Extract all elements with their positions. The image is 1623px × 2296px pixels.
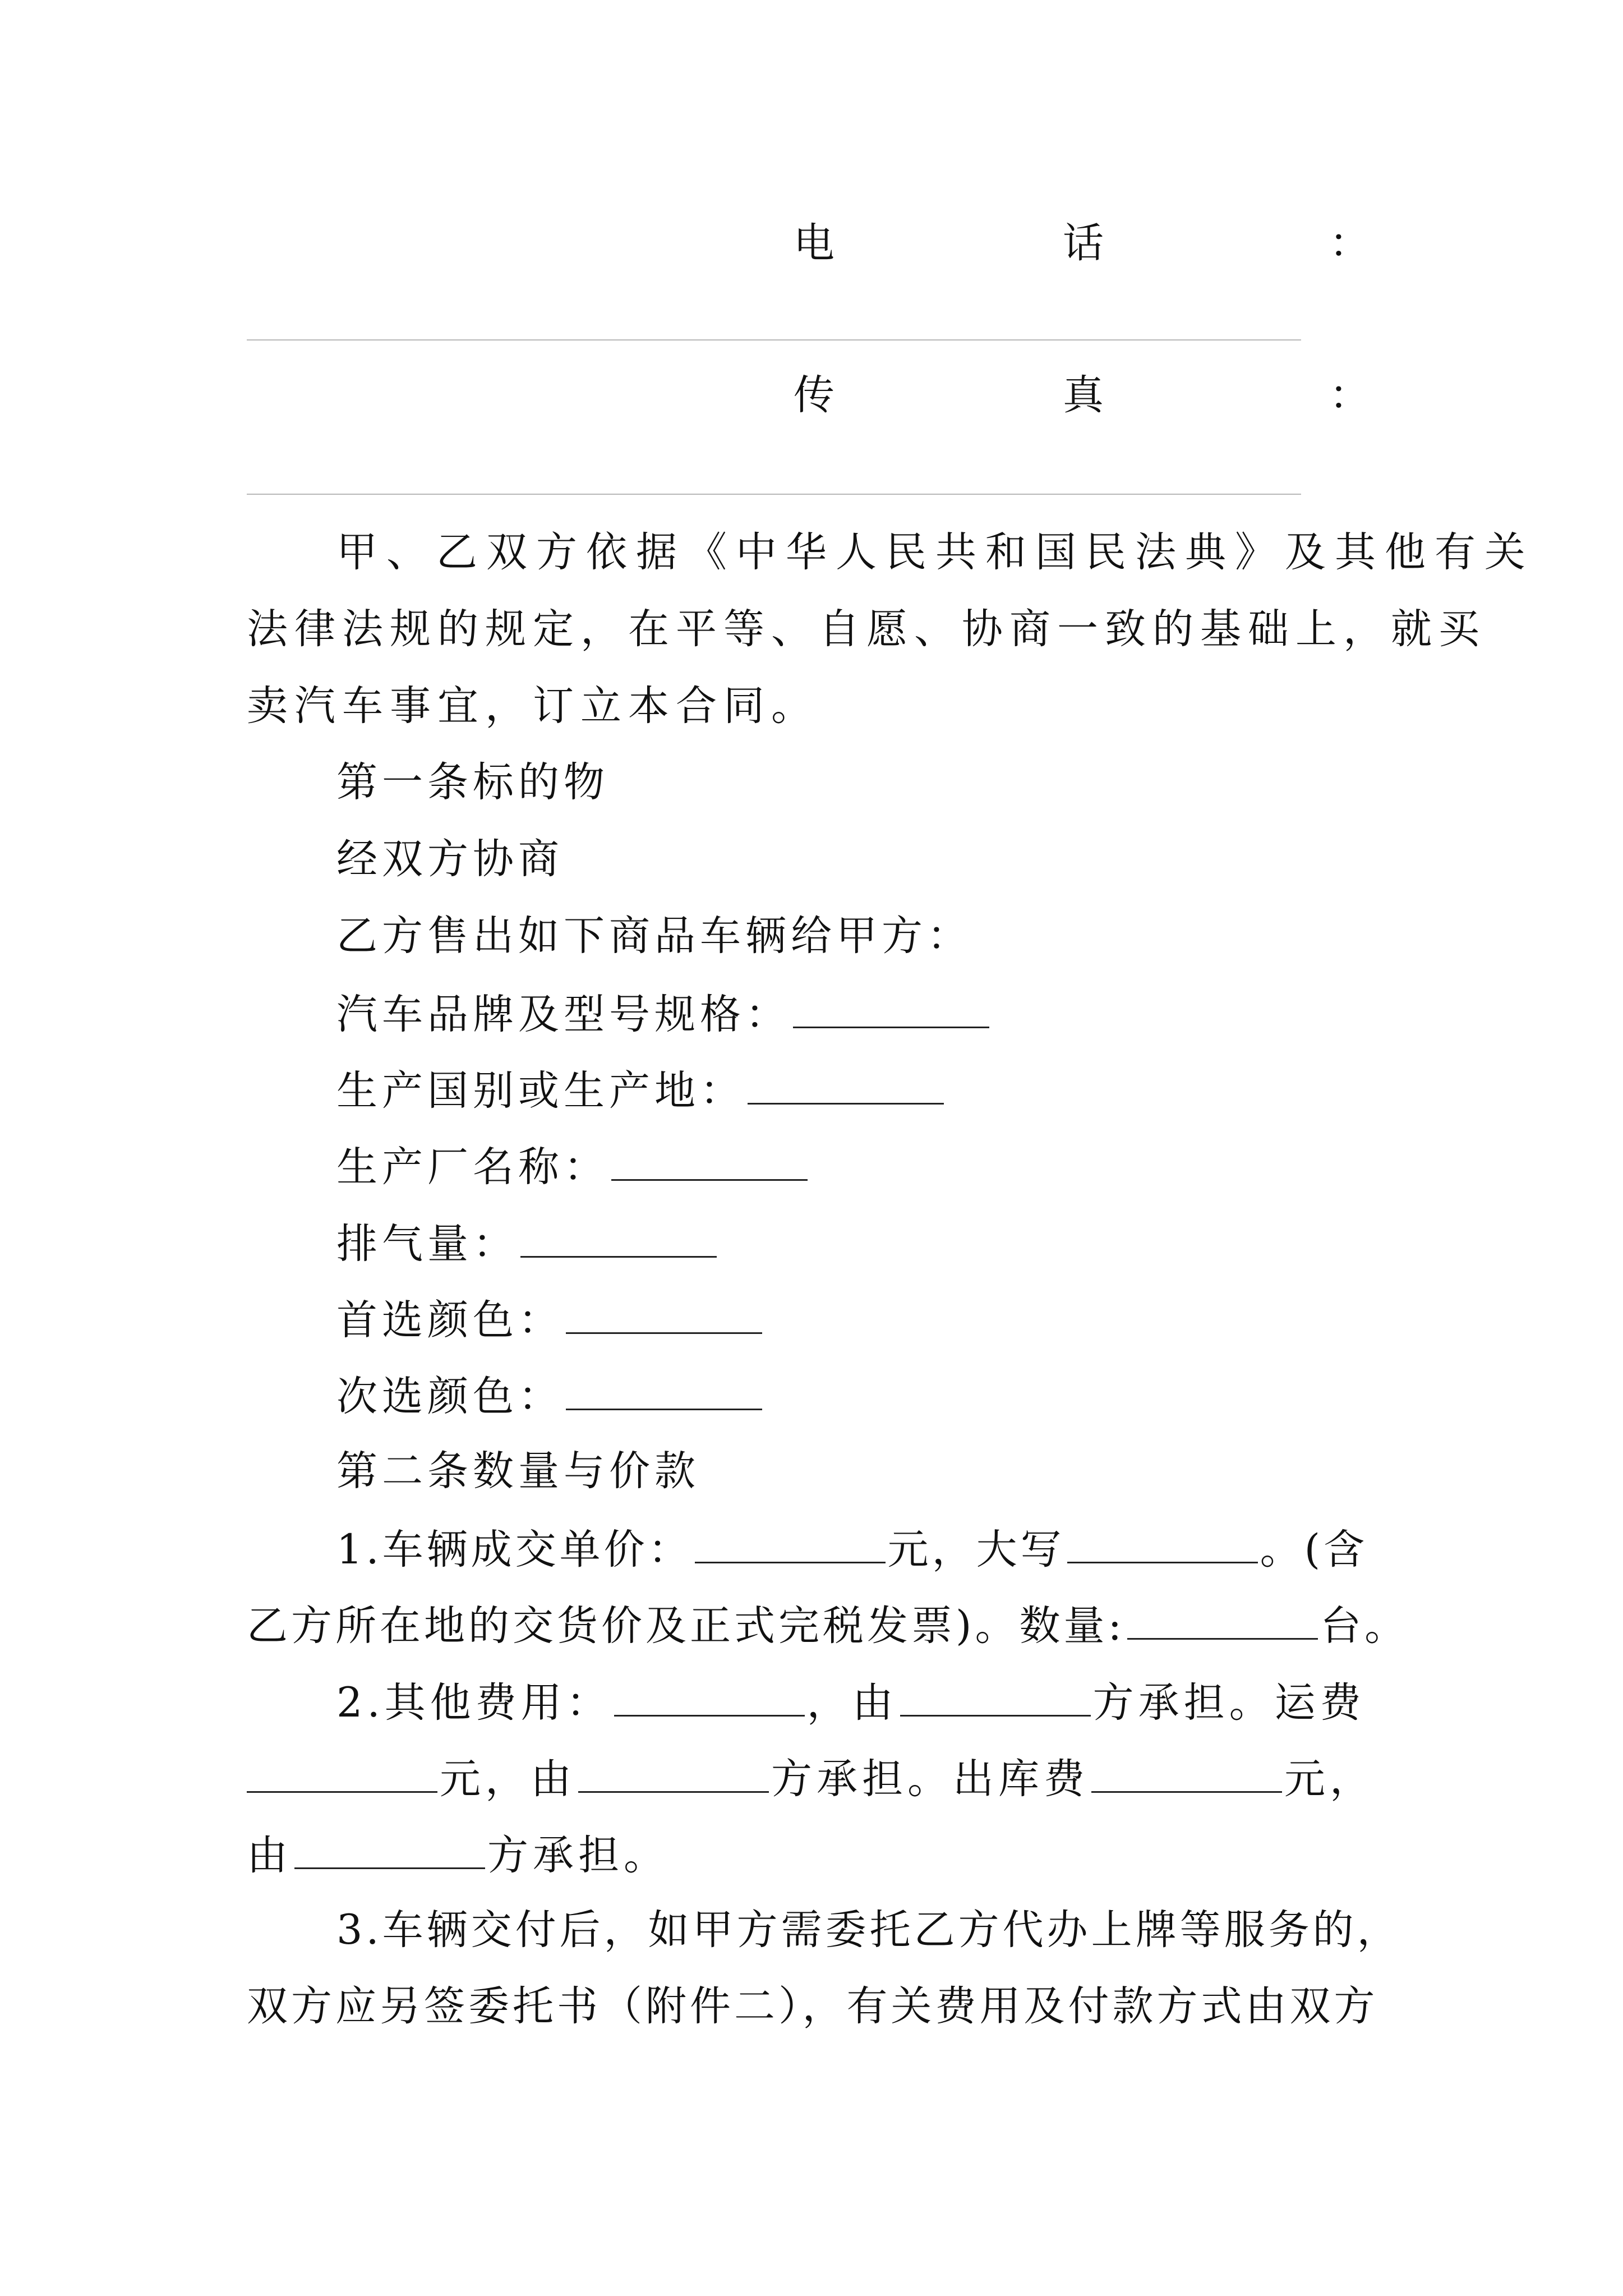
freight-party-blank [578,1756,769,1793]
unit-price-blank [695,1527,886,1563]
phone-colon: ： [1329,219,1370,267]
displacement-label: 排气量： [336,1220,518,1268]
phone-label-char2: 话 [1063,219,1104,267]
price-in-words-blank [1067,1527,1258,1563]
color2-blank [566,1374,762,1410]
fax-label-char2: 真 [1063,371,1104,419]
item2-freight-by-text: 元，由 [440,1755,576,1803]
origin-row [336,1067,946,1115]
item1-quantity-label: 乙方所在地的交货价及正式完税发票)。数量: [247,1602,1126,1650]
color2-label: 次选颜色： [336,1373,564,1420]
color2-row [336,1373,764,1420]
color1-row [336,1296,764,1344]
maker-row [336,1143,810,1191]
color1-label: 首选颜色： [336,1296,564,1344]
brand-blank [793,992,989,1028]
warehouse-fee-blank [1091,1756,1282,1793]
phone-label-char1: 电 [794,219,834,267]
item1-paren-text: 。(含 [1260,1526,1368,1573]
item1-line1 [336,1526,1368,1573]
other-fees-blank [614,1680,805,1717]
brand-label: 汽车品牌及型号规格： [336,991,791,1038]
fax-label-char1: 传 [794,371,834,419]
item1-unit-text: 台。 [1320,1602,1409,1650]
brand-row [336,991,992,1038]
item2-warehouse-text: 方承担。出库费 [771,1755,1089,1803]
color1-blank [566,1297,762,1334]
item2-yuan-text: 元， [1284,1755,1375,1803]
fax-fill-line [247,494,1301,495]
item1-price-label: 1.车辆成交单价： [336,1526,693,1573]
item2-bear-text: 方承担。 [487,1832,669,1879]
displacement-blank [520,1221,717,1258]
phone-fill-line [247,339,1301,341]
item3-line2: 双方应另签委托书（附件二），有关费用及付款方式由双方 [247,1982,1378,2030]
item3-line1: 3.车辆交付后，如甲方需委托乙方代办上牌等服务的， [336,1906,1401,1954]
warehouse-fee-party-blank [294,1833,485,1869]
maker-label: 生产厂名称： [336,1143,609,1191]
article1-consult: 经双方协商 [336,835,564,883]
item2-line3 [247,1832,669,1879]
item2-other-fees-label: 2.其他费用： [336,1679,612,1727]
article1-title: 第一条标的物 [336,758,609,806]
item2-by-text: ，由 [806,1679,898,1727]
freight-amount-blank [247,1756,437,1793]
origin-blank [748,1068,944,1105]
article2-title: 第二条数量与价款 [336,1447,700,1495]
preamble-line-1: 甲、乙双方依据《中华人民共和国民法典》及其他有关 [336,528,1534,576]
item2-freight-text: 方承担。运费 [1092,1679,1366,1727]
displacement-row [336,1220,719,1268]
maker-blank [611,1144,808,1181]
item2-line2 [247,1755,1375,1803]
quantity-blank [1127,1603,1318,1640]
item2-by-text-2: 由 [247,1832,292,1879]
other-fees-party-blank [900,1680,1091,1717]
item1-yuan-text: 元，大写 [887,1526,1065,1573]
item2-line1 [336,1679,1366,1727]
preamble-line-3: 卖汽车事宜，订立本合同。 [247,682,819,730]
preamble-line-2: 法律法规的规定，在平等、自愿、协商一致的基础上，就买 [247,605,1486,653]
origin-label: 生产国别或生产地： [336,1067,745,1115]
item1-line2 [247,1602,1409,1650]
fax-colon: ： [1329,371,1370,419]
article1-intro: 乙方售出如下商品车辆给甲方： [336,912,972,960]
